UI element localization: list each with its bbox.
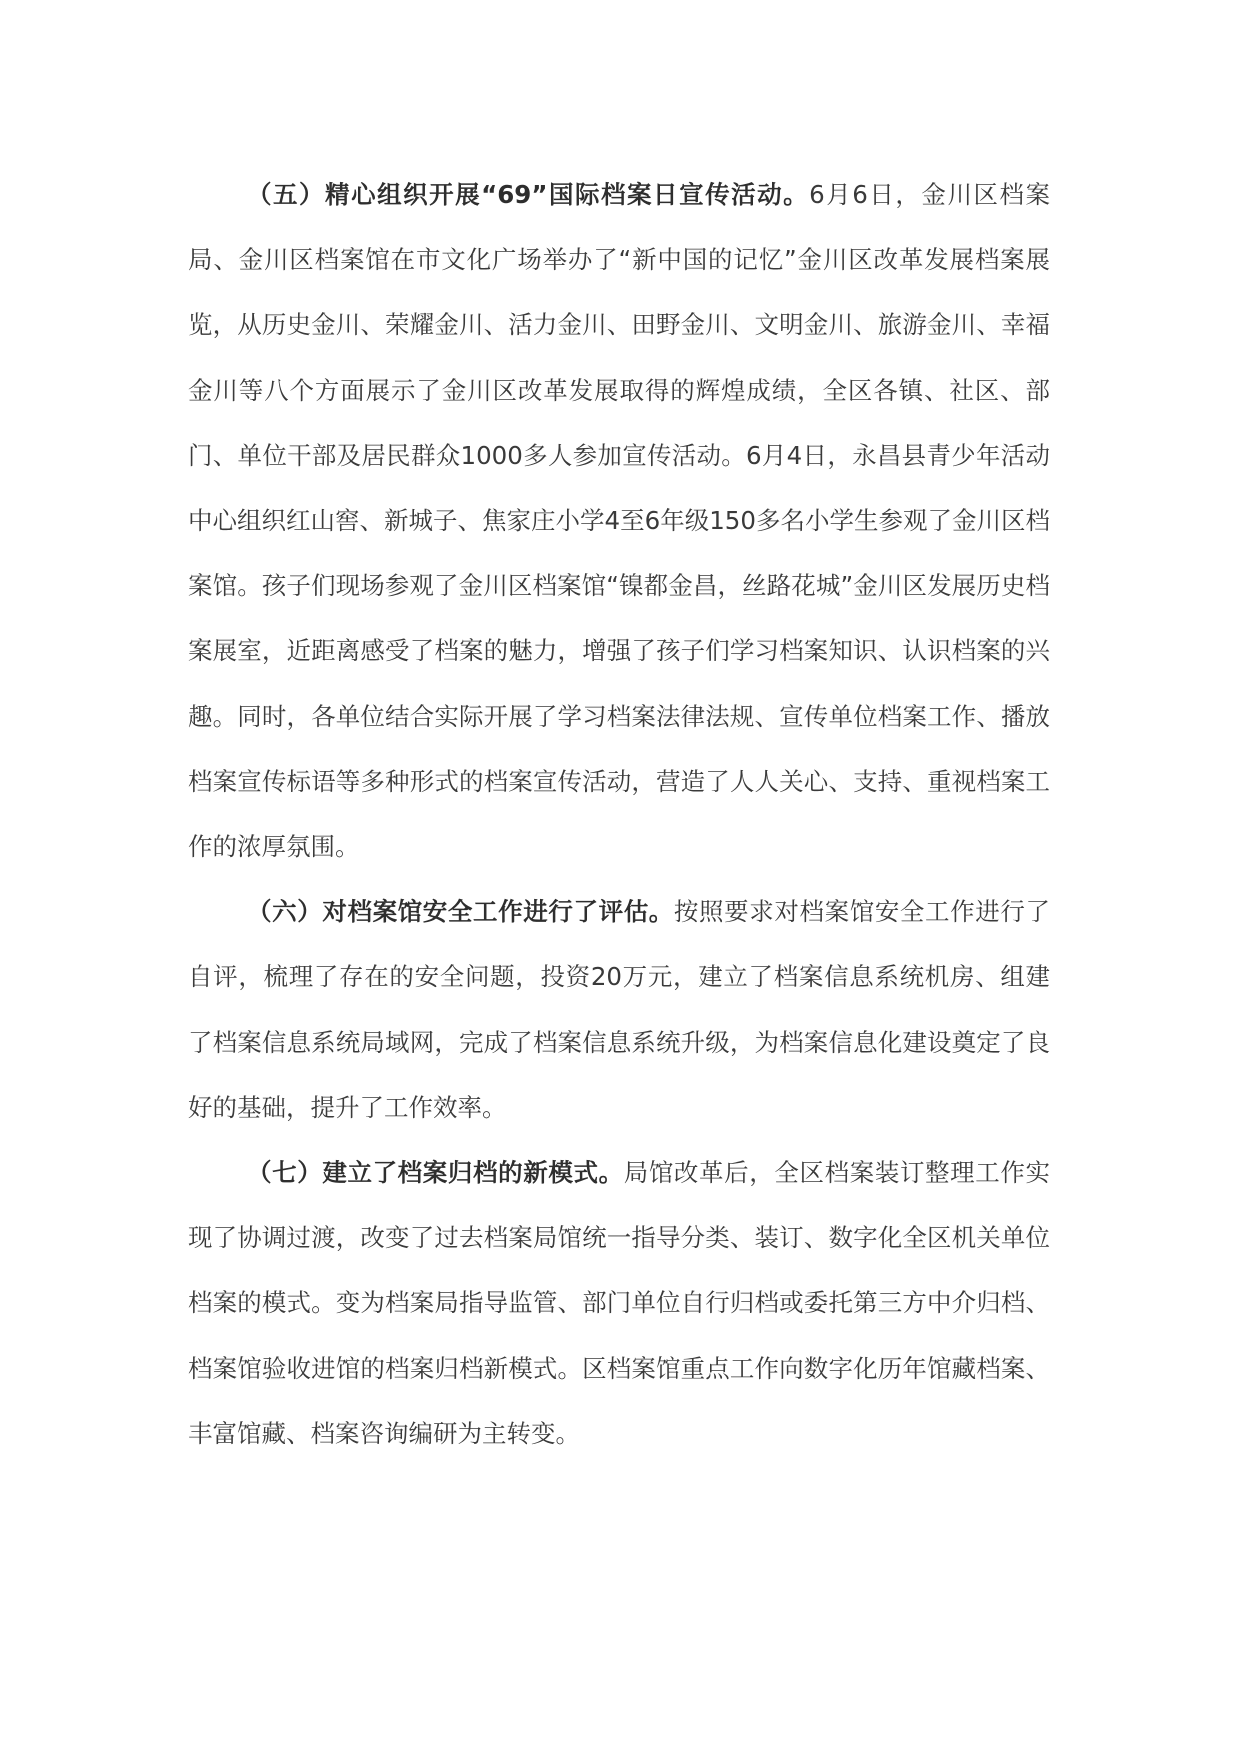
paragraph-text: 按照要求对档案馆安全工作进行了自评，梳理了存在的安全问题，投资20万元，建立了档案信息系统机房、组建了档案信息系统局域网，完成了档案信息系统升级，为档案信息化建设奠定了良好的基础，提升了工作效率。 — [188, 897, 1051, 1122]
paragraph-heading: （七）建立了档案归档的新模式。 — [247, 1158, 624, 1188]
paragraph-safety-assessment — [188, 879, 1050, 1140]
paragraph-text: 局馆改革后，全区档案装订整理工作实现了协调过渡，改变了过去档案局馆统一指导分类、装订、数字化全区机关单位档案的模式。变为档案局指导监管、部门单位自行归档或委托第三方中介归档、档案馆验收进馆的档案归档新模式。区档案馆重点工作向数字化历年馆藏档案、丰富馆藏、档案咨询编研为主转变。 — [188, 1158, 1051, 1448]
document-body — [188, 162, 1050, 1466]
paragraph-heading: （五）精心组织开展“69”国际档案日宣传活动。 — [247, 180, 810, 209]
paragraph-heading: （六）对档案馆安全工作进行了评估。 — [247, 897, 674, 927]
paragraph-activity-day — [188, 162, 1050, 879]
paragraph-text: 6月6日，金川区档案局、金川区档案馆在市文化广场举办了“新中国的记忆”金川区改革发展档案展览，从历史金川、荣耀金川、活力金川、田野金川、文明金川、旅游金川、幸福金川等八个方面展示了金川区改革发展取得的辉煌成绩，全区各镇、社区、部门、单位干部及居民群众1000多人参加宣传活动。6月4日，永昌县青少年活动中心组织红山窖、新城子、焦家庄小学4至6年级150多名小学生参观了金川区档案馆。孩子们现场参观了金川区档案馆“镍都金昌，丝路花城”金川区发展历史档案展室，近距离感受了档案的魅力，增强了孩子们学习档案知识、认识档案的兴趣。同时，各单位结合实际开展了学习档案法律法规、宣传单位档案工作、播放档案宣传标语等多种形式的档案宣传活动，营造了人人关心、支持、重视档案工作的浓厚氛围。 — [188, 180, 1050, 862]
paragraph-new-archiving-mode — [188, 1140, 1050, 1466]
